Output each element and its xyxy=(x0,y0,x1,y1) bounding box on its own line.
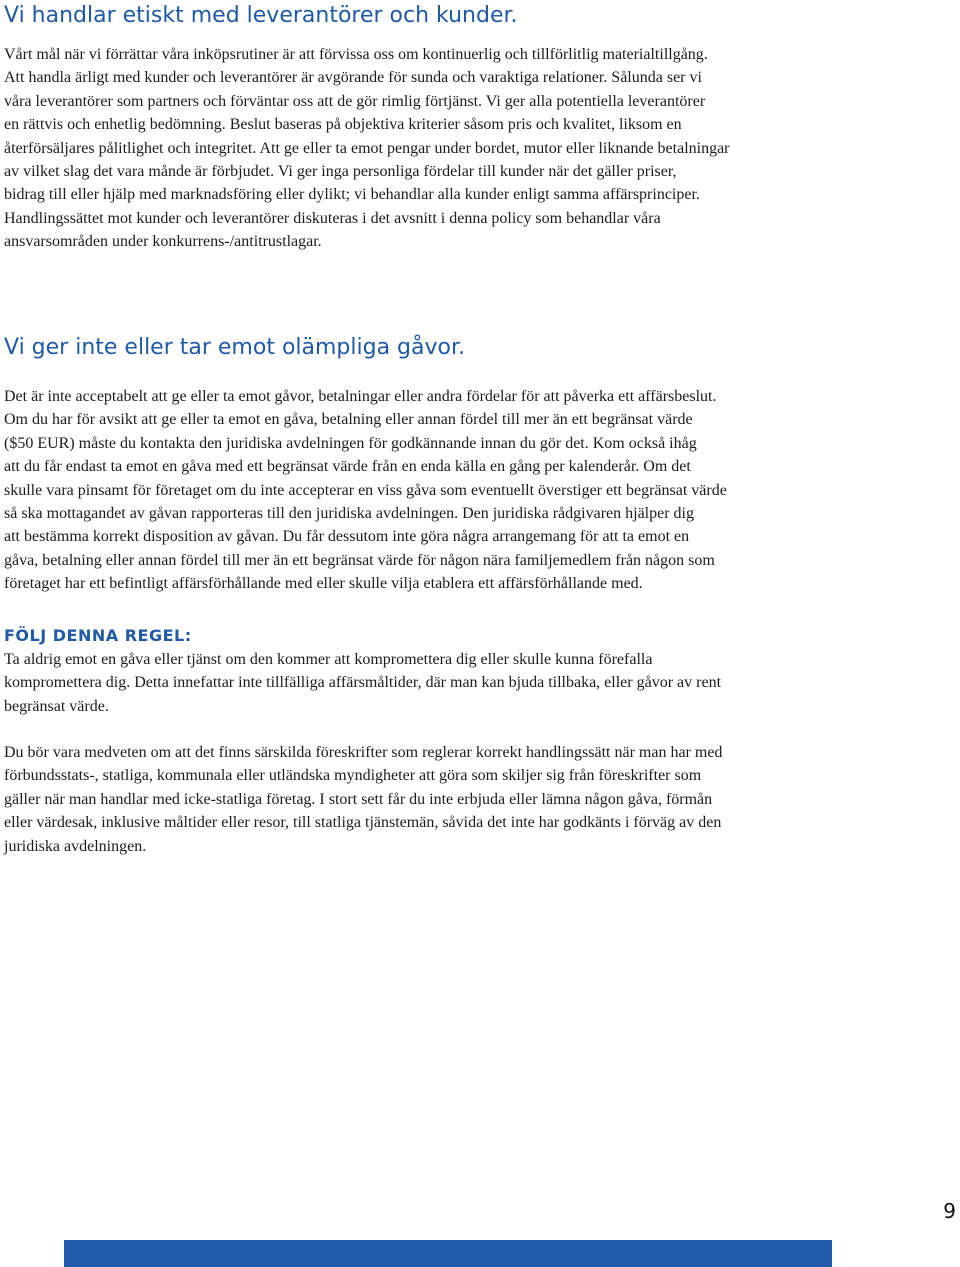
footer-bar xyxy=(64,1240,832,1267)
section-heading-ethics: Vi handlar etiskt med leverantörer och kunder. xyxy=(4,3,518,28)
text-line: Vårt mål när vi förrättar våra inköpsrutiner är att förvissa oss om kontinuerlig och tillförlitlig materialtillgång. xyxy=(4,46,708,63)
text-line: att du får endast ta emot en gåva med ett begränsat värde från en enda källa en gång per kalenderår. Om det xyxy=(4,458,691,476)
paragraph-gifts xyxy=(4,385,884,596)
section-heading-gifts: Vi ger inte eller tar emot olämpliga gåvor. xyxy=(4,335,466,360)
text-line: en rättvis och enhetlig bedömning. Beslut baseras på objektiva kriterier såsom pris och kvalitet, liksom en xyxy=(4,116,682,134)
text-line: ($50 EUR) måste du kontakta den juridiska avdelningen för godkännande innan du gör det. Kom också ihåg xyxy=(4,434,697,452)
text-line: återförsäljares pålitlighet och integritet. Att ge eller ta emot pengar under bordet, mutor eller liknande betalningar xyxy=(4,139,730,157)
paragraph-government-rules xyxy=(4,741,884,858)
text-line: gåva, betalning eller annan fördel till mer än ett begränsat värde för någon nära familjemedlem från någon som xyxy=(4,551,715,569)
paragraph-rule xyxy=(4,648,884,718)
paragraph-suppliers-customers xyxy=(4,43,884,254)
text-line: våra leverantörer som partners och förväntar oss att de gör rimlig förtjänst. Vi ger alla potentiella leverantörer xyxy=(4,92,706,110)
text-line: juridiska avdelningen. xyxy=(4,837,147,855)
text-line: gäller när man handlar med icke-statliga företag. I stort sett får du inte erbjuda eller lämna någon gåva, förmån xyxy=(4,790,713,808)
text-line: skulle vara pinsamt för företaget om du inte accepterar en viss gåva som eventuellt överstiger ett begränsat värde xyxy=(4,481,727,499)
text-line: så ska mottagandet av gåvan rapporteras till den juridiska avdelningen. Den juridiska rådgivaren hjälper dig xyxy=(4,505,694,523)
text-line: bidrag till eller hjälp med marknadsföring eller dylikt; vi behandlar alla kunder enligt samma affärsprinciper. xyxy=(4,186,700,204)
text-line: Att handla ärligt med kunder och leverantörer är avgörande för sunda och varaktiga relationer. Sålunda ser vi xyxy=(4,69,702,87)
text-line: eller värdesak, inklusive måltider eller resor, till statliga tjänstemän, såvida det inte har godkänts i förväg av den xyxy=(4,814,722,832)
text-line: Ta aldrig emot en gåva eller tjänst om den kommer att kompromettera dig eller skulle kunna förefalla xyxy=(4,651,653,668)
text-line: av vilket slag det vara månde är förbjudet. Vi ger inga personliga fördelar till kunder när det gäller priser, xyxy=(4,163,677,181)
page-number: 9 xyxy=(943,1199,956,1223)
rule-heading: FÖLJ DENNA REGEL: xyxy=(4,626,192,645)
text-line: kompromettera dig. Detta innefattar inte tillfälliga affärsmåltider, där man kan bjuda tillbaka, eller gåvor av rent xyxy=(4,674,722,692)
text-line: Det är inte acceptabelt att ge eller ta emot gåvor, betalningar eller andra fördelar för att påverka ett affärsbeslut. xyxy=(4,388,717,405)
text-line: Handlingssättet mot kunder och leverantörer diskuteras i det avsnitt i denna policy som behandlar våra xyxy=(4,209,661,227)
text-line: Du bör vara medveten om att det finns särskilda föreskrifter som reglerar korrekt handlingssätt när man har med xyxy=(4,744,723,761)
text-line: ansvarsområden under konkurrens-/antitrustlagar. xyxy=(4,233,322,251)
text-line: Om du har för avsikt att ge eller ta emot en gåva, betalning eller annan fördel till mer än ett begränsat värde xyxy=(4,411,693,429)
text-line: begränsat värde. xyxy=(4,697,109,715)
text-line: företaget har ett befintligt affärsförhållande med eller skulle vilja etablera ett affärsförhållande med. xyxy=(4,575,643,593)
text-line: förbundsstats-, statliga, kommunala eller utländska myndigheter att göra som skiljer sig från föreskrifter som xyxy=(4,767,702,785)
text-line: att bestämma korrekt disposition av gåvan. Du får dessutom inte göra några arrangemang för att ta emot en xyxy=(4,528,690,546)
